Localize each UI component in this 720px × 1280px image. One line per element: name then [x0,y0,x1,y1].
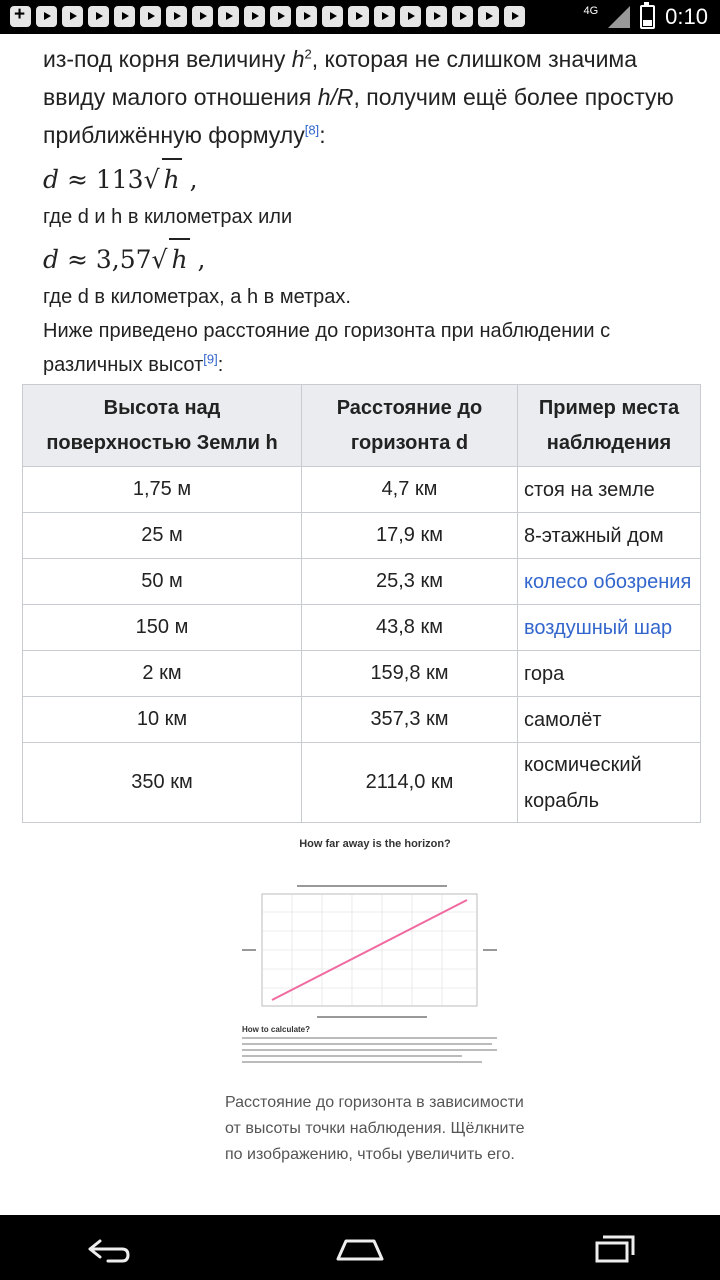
height-cell: 350 км [23,743,302,823]
status-bar [0,0,720,34]
clock: 0:10 [665,4,708,29]
recents-button[interactable] [585,1229,645,1269]
youtube-notification-icon [400,6,421,27]
signal-icon [608,6,630,28]
distance-cell: 357,3 км [302,697,518,743]
table-row [23,697,701,743]
notification-icons [10,6,525,27]
youtube-notification-icon [88,6,109,27]
youtube-notification-icon [296,6,317,27]
example-cell: 8-этажный дом [518,513,701,559]
back-button[interactable] [78,1229,138,1269]
example-link[interactable]: воздушный шар [518,605,701,651]
horizon-distance-table [22,384,701,823]
formula: d ≈ 3,57√ h , [43,238,703,280]
youtube-notification-icon [244,6,265,27]
youtube-notification-icon [270,6,291,27]
how-to-heading: How to calculate? [242,1025,311,1034]
table-row [23,513,701,559]
example-cell: самолёт [518,697,701,743]
youtube-notification-icon [114,6,135,27]
youtube-notification-icon [452,6,473,27]
distance-cell: 4,7 км [302,467,518,513]
figure-caption: Расстояние до горизонта в зависимости от высоты точки наблюдения. Щёлкните по изображению, чтобы увеличить его. [225,1094,525,1163]
battery-icon [640,5,655,29]
example-cell: стоя на земле [518,467,701,513]
horizon-plot [237,854,507,1069]
table-header: Высота над поверхностью Земли h [23,385,302,467]
figure-thumbnail[interactable] [237,854,507,1094]
article-body [43,34,703,382]
network-type: 4G [583,5,599,17]
youtube-notification-icon [140,6,161,27]
table-row [23,467,701,513]
paragraph: Ниже приведено расстояние до горизонта при наблюдении с различных высот[9]: [43,320,611,376]
distance-cell: 2114,0 км [302,743,518,823]
distance-cell: 159,8 км [302,651,518,697]
height-cell: 1,75 м [23,467,302,513]
youtube-notification-icon [374,6,395,27]
youtube-notification-icon [426,6,447,27]
example-link[interactable]: колесо обозрения [518,559,701,605]
paragraph: где d в километрах, а h в метрах. [43,286,351,308]
example-cell: гора [518,651,701,697]
distance-cell: 43,8 км [302,605,518,651]
example-cell: космический корабль [518,743,701,823]
paragraph: где d и h в километрах или [43,206,293,228]
navigation-bar [0,1215,720,1280]
height-cell: 25 м [23,513,302,559]
home-button[interactable] [330,1229,390,1269]
youtube-notification-icon [348,6,369,27]
add-notification-icon [10,6,31,27]
youtube-notification-icon [322,6,343,27]
table-row [23,605,701,651]
reference-link[interactable]: [9] [203,351,218,367]
table-row [23,743,701,823]
height-cell: 10 км [23,697,302,743]
youtube-notification-icon [36,6,57,27]
table-row [23,559,701,605]
reference-link[interactable]: [8] [304,122,320,138]
youtube-notification-icon [478,6,499,27]
horizon-figure[interactable] [225,838,525,1094]
height-cell: 150 м [23,605,302,651]
youtube-notification-icon [218,6,239,27]
height-cell: 50 м [23,559,302,605]
formula: d ≈ 113√ h , [43,158,703,200]
youtube-notification-icon [192,6,213,27]
paragraph: из-под корня величину $h^2$, которая не слишком значима ввиду малого отношения h/R, получим ещё более простую приближённую формулу[8]: [43,46,674,148]
table-header: Расстояние до горизонта d [302,385,518,467]
table-row [23,651,701,697]
distance-cell: 25,3 км [302,559,518,605]
height-cell: 2 км [23,651,302,697]
youtube-notification-icon [166,6,187,27]
figure-title: How far away is the horizon? [299,838,451,850]
table-header: Пример места наблюдения [518,385,701,467]
youtube-notification-icon [62,6,83,27]
youtube-notification-icon [504,6,525,27]
distance-cell: 17,9 км [302,513,518,559]
